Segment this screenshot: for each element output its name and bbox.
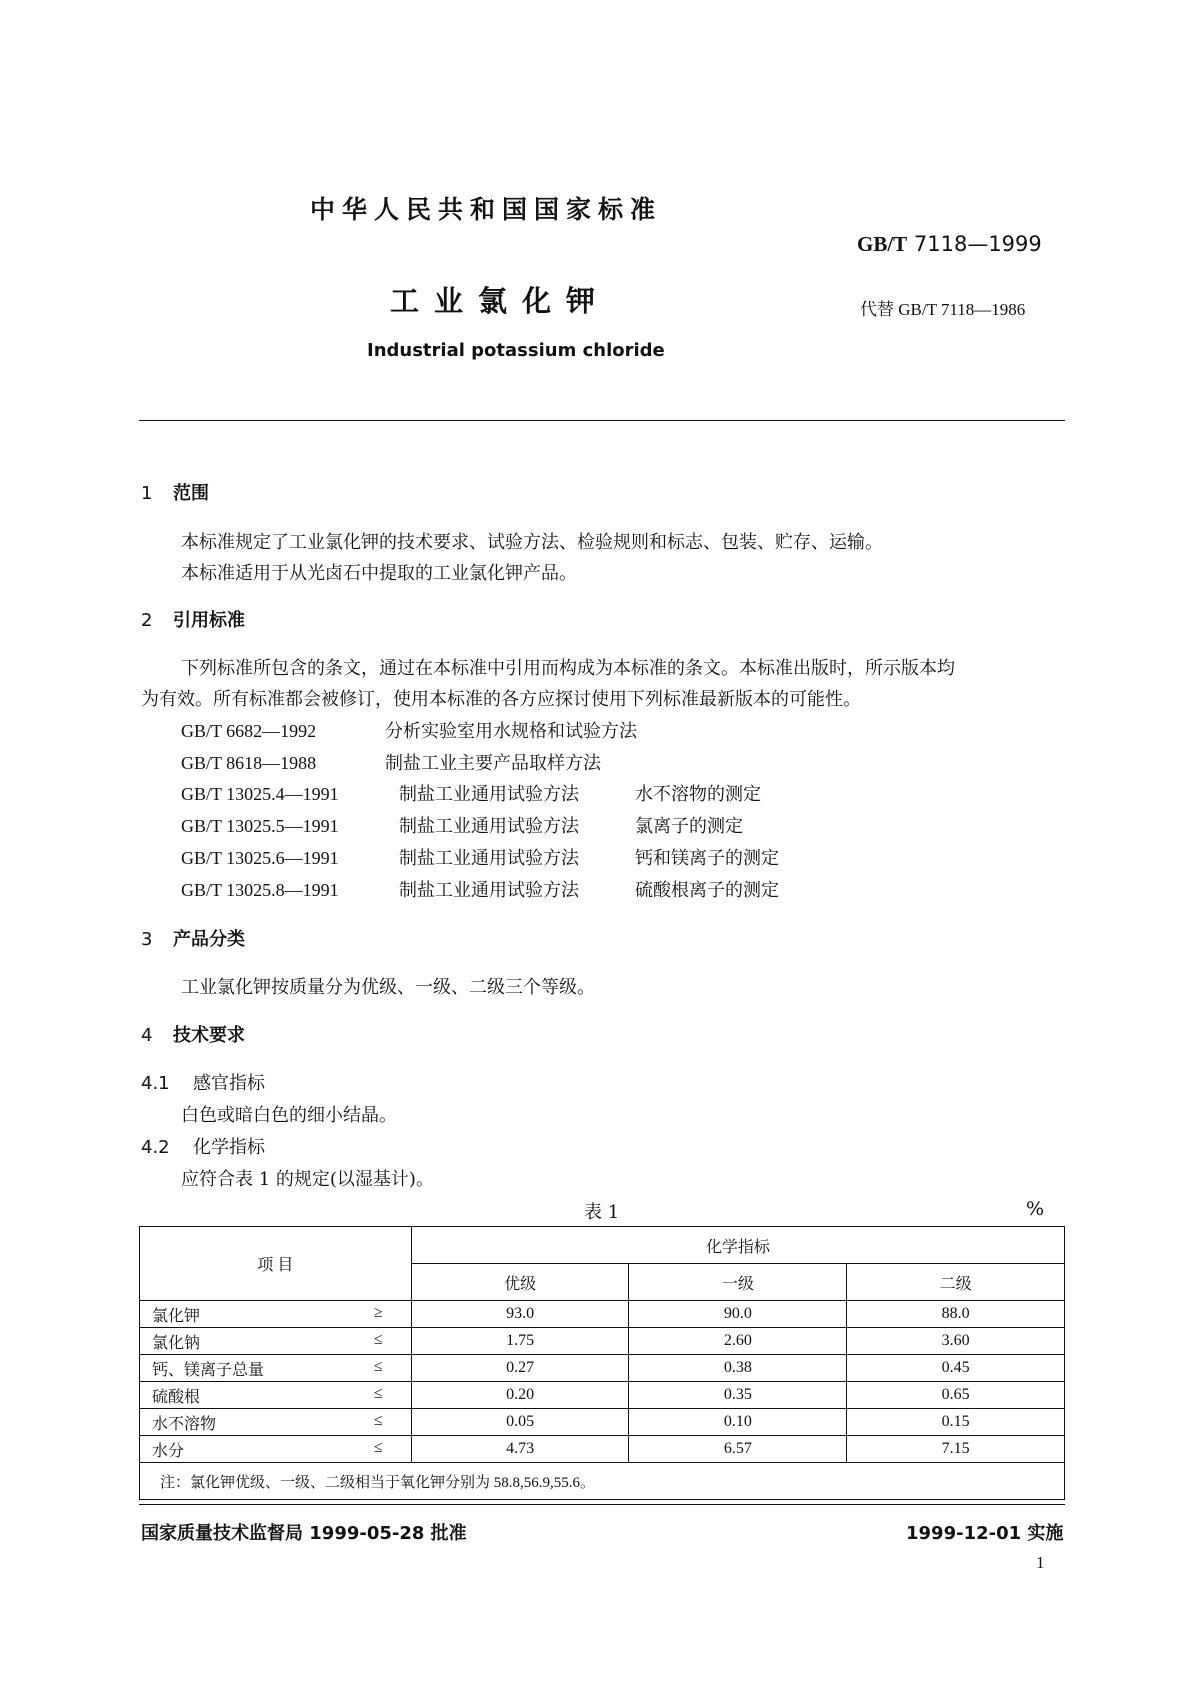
section-number: 2	[141, 610, 153, 631]
table-cell: 0.05	[411, 1409, 629, 1436]
table-unit: %	[1026, 1198, 1045, 1220]
table-cell-name	[140, 1382, 412, 1409]
table-cell-name	[140, 1436, 412, 1463]
reference-item	[181, 780, 761, 806]
table-cell: 0.45	[847, 1355, 1065, 1382]
section-title: 产品分类	[173, 929, 245, 950]
reference-subtitle: 钙和镁离子的测定	[635, 848, 779, 869]
reference-item	[181, 844, 779, 870]
approval-date: 国家质量技术监督局 1999-05-28 批准	[141, 1523, 467, 1544]
table-header-row	[140, 1227, 1065, 1264]
table-cell: 0.27	[411, 1355, 629, 1382]
table-cell: 90.0	[629, 1301, 847, 1328]
comparison-operator: ≤	[373, 1412, 383, 1429]
reference-title: 制盐工业通用试验方法	[399, 816, 579, 837]
reference-item	[181, 749, 601, 775]
subsection-title: 感官指标	[193, 1073, 265, 1094]
table-cell-name	[140, 1301, 412, 1328]
reference-title: 制盐工业通用试验方法	[399, 848, 579, 869]
table-cell: 0.20	[411, 1382, 629, 1409]
reference-item	[181, 717, 637, 743]
subsection-4-2-heading	[141, 1133, 265, 1159]
footer-divider	[139, 1504, 1065, 1505]
reference-title: 制盐工业通用试验方法	[399, 880, 579, 901]
comparison-operator: ≤	[373, 1331, 383, 1348]
table-row	[140, 1301, 1065, 1328]
subsection-number: 4.2	[141, 1137, 170, 1158]
reference-code: GB/T 6682—1992	[181, 721, 317, 741]
reference-code: GB/T 13025.8—1991	[181, 880, 339, 900]
table-header-grade: 二级	[847, 1264, 1065, 1301]
reference-subtitle: 硫酸根离子的测定	[635, 880, 779, 901]
section-title: 引用标准	[173, 610, 245, 631]
document-title: 工业氯化钾	[390, 284, 611, 318]
reference-code: GB/T 8618—1988	[181, 753, 317, 773]
standard-code	[857, 232, 1042, 257]
reference-subtitle: 水不溶物的测定	[635, 784, 761, 805]
item-name: 硫酸根	[152, 1388, 201, 1406]
section-2-paragraph-line-2: 为有效。所有标准都会被修订，使用本标准的各方应探讨使用下列标准最新版本的可能性。	[141, 689, 861, 710]
item-name: 钙、镁离子总量	[152, 1361, 265, 1379]
section-1-paragraph-1: 本标准规定了工业氯化钾的技术要求、试验方法、检验规则和标志、包装、贮存、运输。	[181, 532, 883, 553]
table-note: 注：氯化钾优级、一级、二级相当于氧化钾分别为 58.8,56.9,55.6。	[140, 1463, 1065, 1500]
comparison-operator: ≤	[373, 1385, 383, 1402]
table-row	[140, 1328, 1065, 1355]
reference-code: GB/T 13025.5—1991	[181, 816, 339, 836]
section-number: 3	[141, 929, 153, 950]
table-caption: 表 1	[584, 1202, 620, 1223]
implementation-date: 1999-12-01 实施	[906, 1523, 1064, 1544]
header-divider	[139, 420, 1065, 421]
reference-title: 分析实验室用水规格和试验方法	[385, 721, 637, 742]
standard-code-number: 7118—1999	[913, 232, 1042, 256]
table-row	[140, 1436, 1065, 1463]
table-cell: 0.15	[847, 1409, 1065, 1436]
section-4-heading	[141, 1021, 245, 1047]
table-cell: 1.75	[411, 1328, 629, 1355]
comparison-operator: ≥	[373, 1304, 383, 1321]
section-number: 4	[141, 1025, 153, 1046]
item-name: 水分	[152, 1442, 185, 1460]
table-cell: 93.0	[411, 1301, 629, 1328]
table-cell: 0.65	[847, 1382, 1065, 1409]
standard-code-prefix: GB/T	[857, 232, 908, 256]
table-row	[140, 1409, 1065, 1436]
section-3-heading	[141, 925, 245, 951]
section-title: 范围	[173, 483, 209, 504]
subsection-4-2-text: 应符合表 1 的规定(以湿基计)。	[181, 1169, 434, 1190]
table-header-group: 化学指标	[411, 1227, 1064, 1264]
subsection-4-1-heading	[141, 1069, 265, 1095]
reference-code: GB/T 13025.6—1991	[181, 848, 339, 868]
reference-title: 制盐工业通用试验方法	[399, 784, 579, 805]
national-standard-heading: 中华人民共和国国家标准	[310, 195, 663, 224]
table-cell: 0.35	[629, 1382, 847, 1409]
table-cell: 7.15	[847, 1436, 1065, 1463]
section-2-heading	[141, 606, 245, 632]
table-row	[140, 1355, 1065, 1382]
item-name: 氯化钠	[152, 1334, 201, 1352]
table-note-row	[140, 1463, 1065, 1500]
item-name: 氯化钾	[152, 1307, 201, 1325]
section-3-paragraph: 工业氯化钾按质量分为优级、一级、二级三个等级。	[181, 977, 595, 998]
item-name: 水不溶物	[152, 1415, 217, 1433]
subsection-number: 4.1	[141, 1073, 170, 1094]
table-cell-name	[140, 1409, 412, 1436]
replaces-note: 代替 GB/T 7118—1986	[860, 300, 1026, 319]
subsection-4-1-text: 白色或暗白色的细小结晶。	[181, 1105, 397, 1126]
section-1-paragraph-2: 本标准适用于从光卤石中提取的工业氯化钾产品。	[181, 563, 577, 584]
table-cell: 4.73	[411, 1436, 629, 1463]
table-row	[140, 1382, 1065, 1409]
table-cell: 3.60	[847, 1328, 1065, 1355]
reference-title: 制盐工业主要产品取样方法	[385, 753, 601, 774]
table-cell-name	[140, 1355, 412, 1382]
reference-subtitle: 氯离子的测定	[635, 816, 743, 837]
section-1-heading	[141, 479, 209, 505]
section-number: 1	[141, 483, 153, 504]
table-header-grade: 优级	[411, 1264, 629, 1301]
page-number: 1	[1036, 1553, 1045, 1572]
reference-item	[181, 812, 743, 838]
subsection-title: 化学指标	[193, 1137, 265, 1158]
comparison-operator: ≤	[373, 1358, 383, 1375]
table-cell: 6.57	[629, 1436, 847, 1463]
section-2-paragraph-line-1: 下列标准所包含的条文，通过在本标准中引用而构成为本标准的条文。本标准出版时，所示版本均	[181, 658, 955, 679]
comparison-operator: ≤	[373, 1439, 383, 1456]
reference-item	[181, 876, 779, 902]
table-cell: 2.60	[629, 1328, 847, 1355]
chemical-indicators-table	[139, 1226, 1065, 1500]
table-header-item: 项 目	[140, 1227, 412, 1301]
table-cell: 0.10	[629, 1409, 847, 1436]
section-title: 技术要求	[173, 1025, 245, 1046]
table-cell: 88.0	[847, 1301, 1065, 1328]
document-title-english: Industrial potassium chloride	[367, 340, 665, 361]
table-cell: 0.38	[629, 1355, 847, 1382]
table-header-grade: 一级	[629, 1264, 847, 1301]
reference-code: GB/T 13025.4—1991	[181, 784, 339, 804]
table-cell-name	[140, 1328, 412, 1355]
